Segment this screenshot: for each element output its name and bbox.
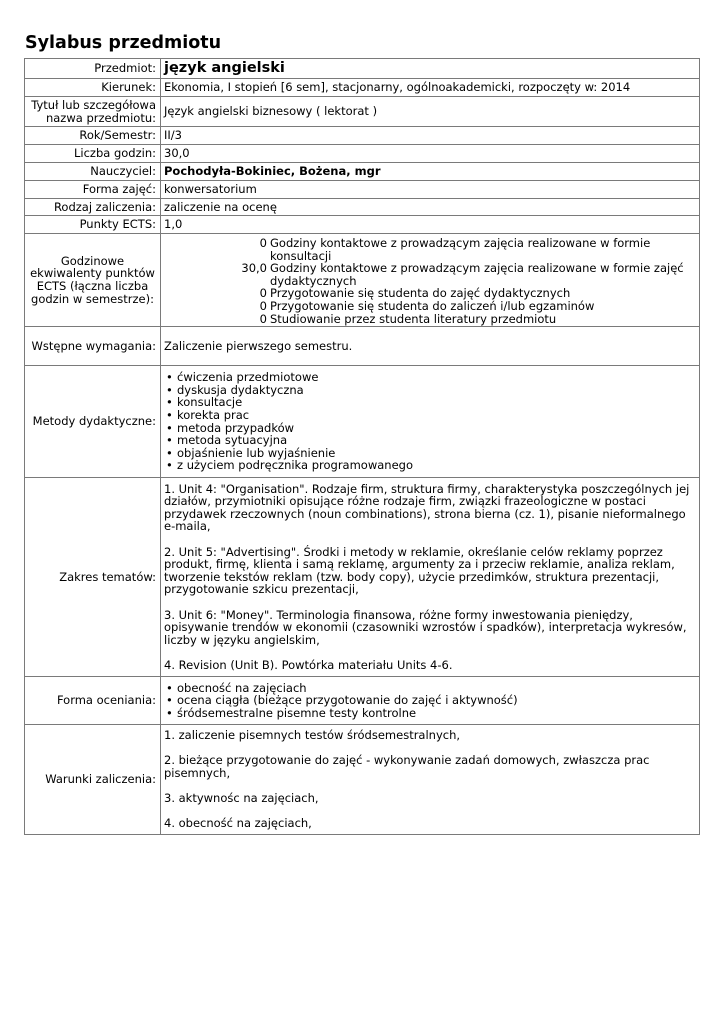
row-metody [25,366,700,478]
ects-hours-text: Godziny kontaktowe z prowadzącym zajęcia realizowane w formie zajęć dydaktycznych [270,261,684,288]
label-nauczyciel: Nauczyciel: [25,163,161,181]
label-ocenianie: Forma oceniania: [25,677,161,725]
ects-hours-value: 0 [259,298,267,313]
value-wymagania: Zaliczenie pierwszego semestru. [161,327,700,366]
list-item: • metoda przypadków [164,422,696,435]
condition-item: 1. zaliczenie pisemnych testów śródsemestralnych, [164,728,461,743]
ects-hours-value: 0 [259,236,267,250]
label-rok: Rok/Semestr: [25,127,161,145]
row-ects [25,216,700,234]
ects-hours-value: 0 [259,311,267,326]
conditions-cell [161,725,700,835]
methods-list [164,371,696,472]
label-zakres: Zakres tematów: [25,478,161,677]
list-item: • z użyciem podręcznika programowanego [164,459,696,472]
list-item: • metoda sytuacyjna [164,434,696,447]
condition-item: 3. aktywnośc na zajęciach, [164,791,319,806]
value-przedmiot: język angielski [161,59,700,79]
ects-hours-item [164,237,696,262]
label-godziny: Liczba godzin: [25,145,161,163]
ects-hours-value: 0 [259,286,267,301]
value-rodzaj: zaliczenie na ocenę [161,199,700,216]
topic-paragraph: 4. Revision (Unit B). Powtórka materiału Units 4-6. [164,658,453,673]
value-rok: II/3 [161,127,700,145]
label-ects: Punkty ECTS: [25,216,161,234]
row-zakres [25,478,700,677]
label-kierunek: Kierunek: [25,79,161,97]
row-kierunek [25,79,700,97]
methods-cell [161,366,700,478]
row-rodzaj [25,199,700,216]
ects-hours-value: 30,0 [241,261,267,276]
list-item: • objaśnienie lub wyjaśnienie [164,447,696,460]
list-item: • ocena ciągła (bieżące przygotowanie do zajęć i aktywność) [164,694,696,707]
label-forma-zajec: Forma zajęć: [25,181,161,199]
list-item: • obecność na zajęciach [164,682,696,695]
value-godziny: 30,0 [161,145,700,163]
list-item: • konsultacje [164,396,696,409]
label-rodzaj: Rodzaj zaliczenia: [25,199,161,216]
value-ects: 1,0 [161,216,700,234]
label-metody: Metody dydaktyczne: [25,366,161,478]
ects-hours-item [164,262,696,287]
row-tytul [25,97,700,127]
value-forma-zajec: konwersatorium [161,181,700,199]
row-warunki [25,725,700,835]
ects-hours-text: Studiowanie przez studenta literatury przedmiotu [270,311,557,326]
label-warunki: Warunki zaliczenia: [25,725,161,835]
condition-item: 2. bieżące przygotowanie do zajęć - wykonywanie zadań domowych, zwłaszcza prac pisemnych, [164,753,650,781]
label-wymagania: Wstępne wymagania: [25,327,161,366]
ects-hours-item [164,300,696,313]
assessment-cell [161,677,700,725]
row-rok [25,127,700,145]
value-nauczyciel: Pochodyła-Bokiniec, Bożena, mgr [161,163,700,181]
row-forma-zajec [25,181,700,199]
value-kierunek: Ekonomia, I stopień [6 sem], stacjonarny, ogólnoakademicki, rozpoczęty w: 2014 [161,79,700,97]
list-item: • ćwiczenia przedmiotowe [164,371,696,384]
ects-hours-list [161,234,700,327]
condition-item: 4. obecność na zajęciach, [164,816,312,831]
list-item: • śródsemestralne pisemne testy kontrolne [164,707,696,720]
topic-paragraph: 3. Unit 6: "Money". Terminologia finansowa, różne formy inwestowania pieniędzy, opisywanie trendów w ekonomii (czasowniki wzrostów i spadków), interpretacja wykresów, liczby w języku angielskim, [164,607,687,647]
topics-cell [161,478,700,677]
ects-hours-text: Przygotowanie się studenta do zajęć dydaktycznych [270,286,571,301]
row-godziny [25,145,700,163]
ects-hours-item [164,313,696,326]
row-ekwiwalent [25,234,700,327]
list-item: • dyskusja dydaktyczna [164,384,696,397]
topic-paragraph: 1. Unit 4: "Organisation". Rodzaje firm, struktura firmy, charakterystyka poszczególnych jej działów, przymiotniki opisujące różne rodzaje firm, związki frazeologiczne w postaci przydawek rzeczownych (noun combinations), strona bierna (cz. 1), pisanie nieformalnego e-maila, [164,481,690,534]
ects-hours-text: Przygotowanie się studenta do zaliczeń i/lub egzaminów [270,298,595,313]
assessment-list [164,682,696,720]
row-ocenianie [25,677,700,725]
row-przedmiot [25,59,700,79]
label-ekwiwalent: Godzinowe ekwiwalenty punktów ECTS (łączna liczba godzin w semestrze): [25,234,161,327]
ects-hours-text: Godziny kontaktowe z prowadzącym zajęcia realizowane w formie konsultacji [270,236,651,263]
page-title: Sylabus przedmiotu [25,33,222,53]
row-nauczyciel [25,163,700,181]
row-wymagania [25,327,700,366]
syllabus-table [24,58,700,835]
value-tytul: Język angielski biznesowy ( lektorat ) [161,97,700,127]
topic-paragraph: 2. Unit 5: "Advertising". Środki i metody w reklamie, określanie celów reklamy poprzez produkt, firmę, klienta i samą reklamę, argumenty za i przeciw reklamie, analiza reklam, tworzenie tekstów reklam (tzw. body copy), użycie przedimków, struktura prezentacji, przygotowanie szkicu prezentacji, [164,544,675,597]
label-przedmiot: Przedmiot: [25,59,161,79]
list-item: • korekta prac [164,409,696,422]
label-tytul: Tytuł lub szczegółowa nazwa przedmiotu: [25,97,161,127]
